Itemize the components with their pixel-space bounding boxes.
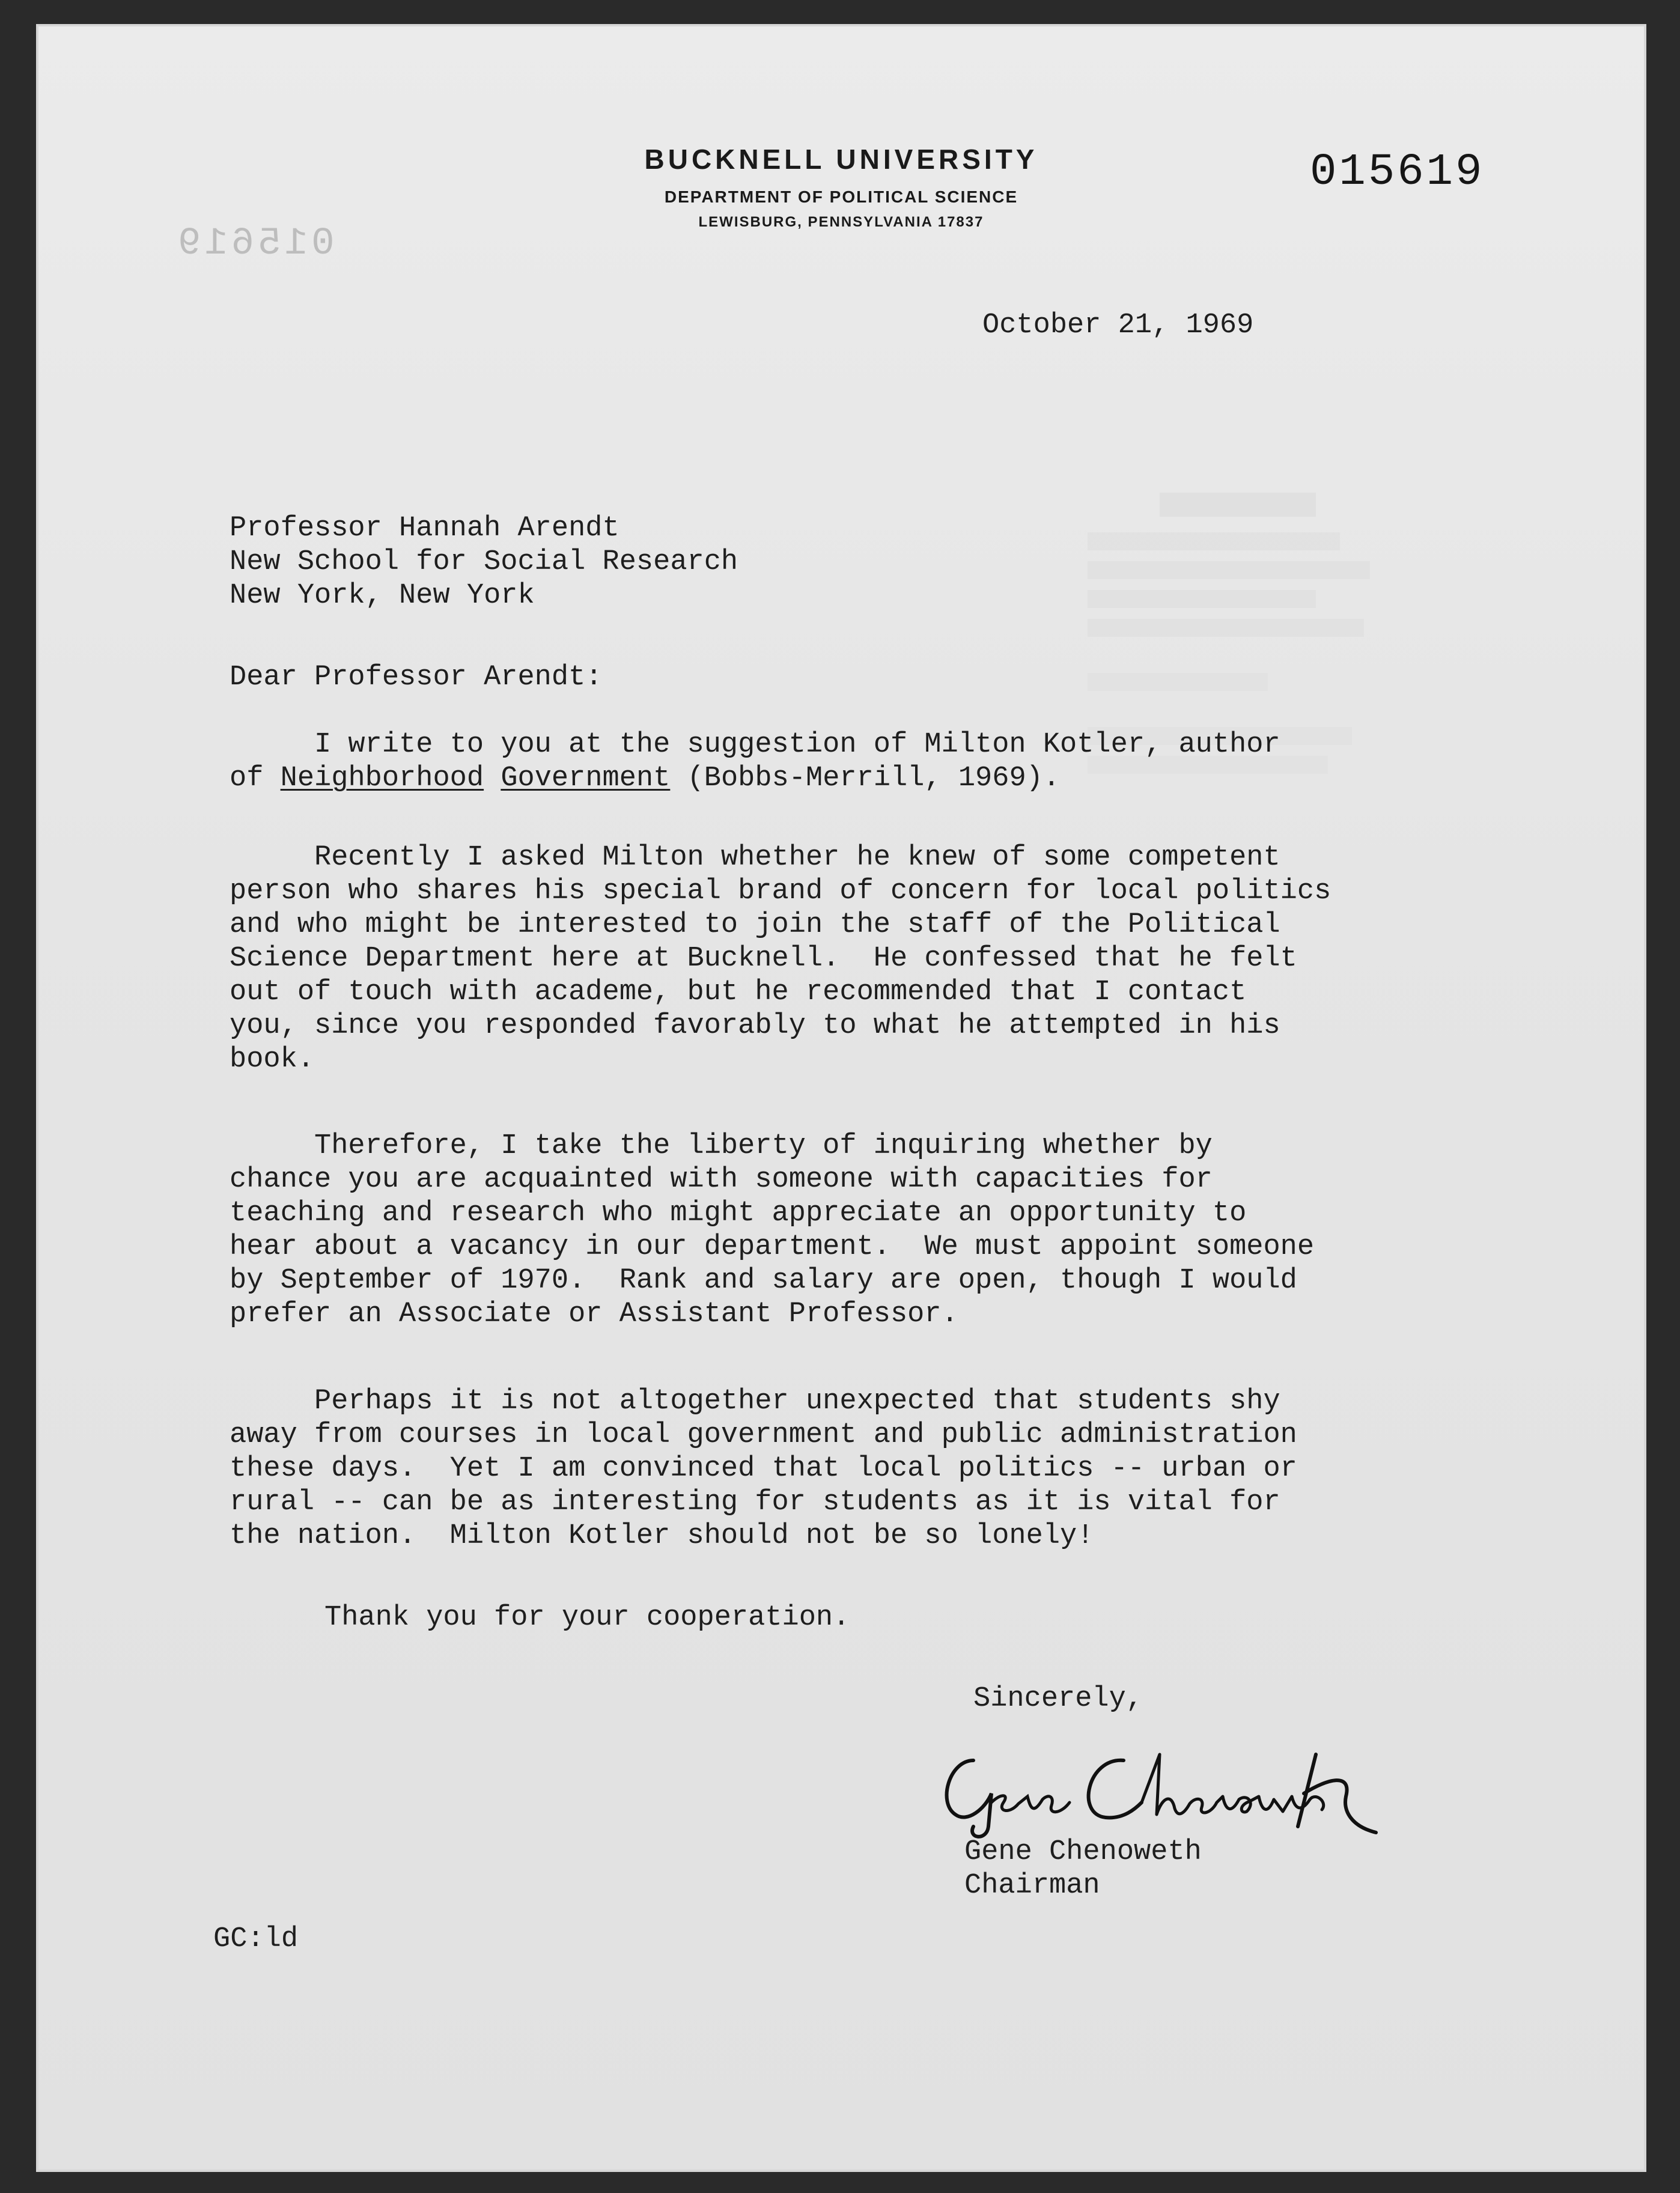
thanks-line: Thank you for your cooperation. [324,1602,850,1634]
bleed-through-document-number: 015619 [174,222,335,266]
typist-initials: GC:ld [213,1923,299,1955]
signer-name: Gene Chenoweth [964,1836,1202,1868]
recipient-line-1: Professor Hannah Arendt [230,513,619,544]
letter-date: October 21, 1969 [982,309,1254,341]
recipient-address [230,512,738,613]
recipient-line-2: New School for Social Research [230,546,738,578]
book-title-word-1: Neighborhood [280,762,484,794]
book-title-word-2: Government [501,762,671,794]
salutation: Dear Professor Arendt: [230,662,603,693]
handwritten-signature [931,1736,1388,1845]
paragraph-3: Therefore, I take the liberty of inquiring whether by chance you are acquainted with someone with capacities for teaching and research who might appreciate an opportunity to hear about a vacancy in our department. We must appoint someone by September of 1970. Rank and salary are open, though I would prefer an Associate or Assistant Professor. [230,1130,1315,1330]
letterhead-location: LEWISBURG, PENNSYLVANIA 17837 [698,214,984,230]
paragraph-1 [230,728,1280,795]
signer-block [964,1836,1202,1903]
letterhead-department: DEPARTMENT OF POLITICAL SCIENCE [664,187,1018,206]
document-number: 015619 [1310,147,1485,198]
paragraph-2: Recently I asked Milton whether he knew of some competent person who shares his special brand of concern for local politics and who might be interested to join the staff of the Political Science Department here at Bucknell. He confessed that he felt out of touch with academe, but he recommended that I contact you, since you responded favorably to what he attempted in his book. [230,842,1332,1075]
recipient-line-3: New York, New York [230,580,535,612]
paragraph-4: Perhaps it is not altogether unexpected that students shy away from courses in local government and public administration these days. Yet I am convinced that local politics -- urban or rural -- can be as interesting for students as it is vital for the nation. Milton Kotler should not be so lonely! [230,1385,1297,1552]
paragraph-1-outro: (Bobbs-Merrill, 1969). [670,762,1061,794]
letterhead-university: BUCKNELL UNIVERSITY [644,144,1038,175]
signer-title: Chairman [964,1870,1100,1902]
paragraph-1-intro: I write to you at the suggestion of Milton Kotler, author of [230,729,1280,794]
closing: Sincerely, [973,1683,1143,1715]
letter-page [36,24,1646,2172]
